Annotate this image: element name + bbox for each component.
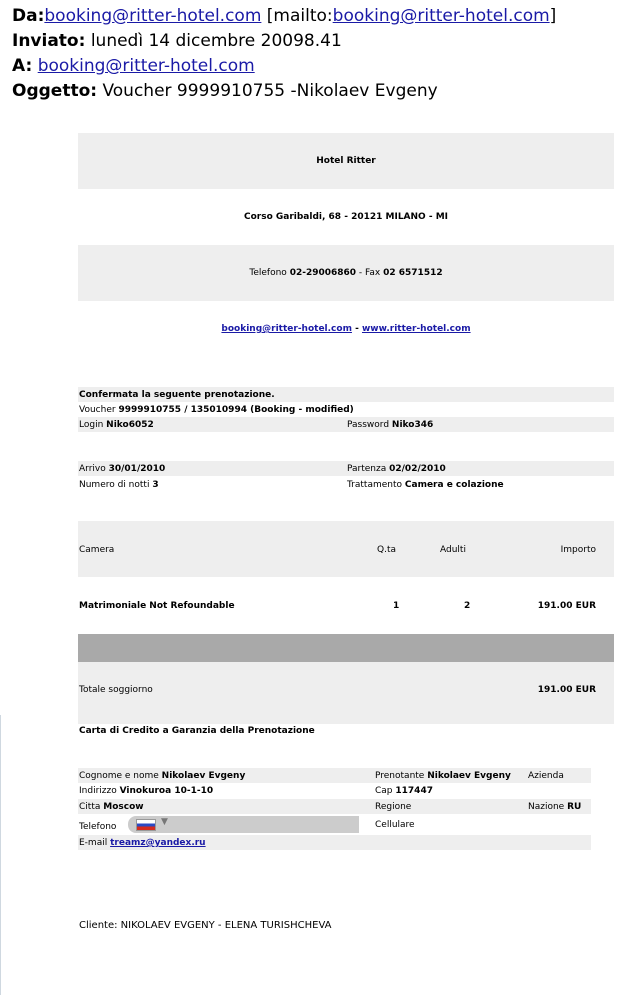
hotel-email-link[interactable]: booking@ritter-hotel.com [221,324,352,334]
region-label: Regione [375,802,412,812]
sent-line [12,30,342,52]
sent-label: Inviato: [12,31,86,51]
city-band [78,799,591,814]
customer-name-label: Cognome e nome [79,771,159,781]
hotel-fax: 02 6571512 [383,268,443,278]
password-value: Niko346 [391,420,434,430]
nation-label: Nazione [528,802,565,812]
arrival-line [79,464,165,474]
hotel-links [78,324,614,334]
room-name: Matrimoniale Not Refoundable [79,601,235,611]
link-separator: - [355,324,359,334]
login-value: Niko6052 [106,420,154,430]
col-room-header: Camera [79,545,115,555]
to-line [12,55,255,77]
from-email-link[interactable]: booking@ritter-hotel.com [44,6,262,26]
col-qty-header: Q.ta [377,545,396,555]
confirm-text: Confermata la seguente prenotazione. [79,390,275,400]
treatment-value: Camera e colazione [404,480,504,490]
subject-line [12,80,438,102]
client-line: Cliente: NIKOLAEV EVGENY - ELENA TURISHCHEVA [79,920,332,931]
left-border [0,715,1,995]
arrival-label: Arrivo [79,464,106,474]
zip-value: 117447 [395,786,433,796]
booker-line [375,771,511,781]
hotel-name: Hotel Ritter [316,156,376,166]
nights-value: 3 [152,480,159,490]
phone-label: Telefono [249,268,287,278]
mailto-email-link[interactable]: booking@ritter-hotel.com [332,6,550,26]
subject-value: Voucher 9999910755 -Nikolaev Evgeny [102,81,438,101]
subject-label: Oggetto: [12,81,98,101]
city-value: Moscow [103,802,144,812]
mobile-label: Cellulare [375,820,415,830]
arrival-value: 30/01/2010 [108,464,166,474]
nation-value: RU [567,802,582,812]
login-label: Login [79,420,104,430]
room-amount: 191.00 EUR [537,601,596,611]
col-amount-header: Importo [560,545,596,555]
total-value: 191.00 EUR [537,685,596,695]
password-line [347,420,433,430]
login-band [78,417,614,432]
departure-value: 02/02/2010 [389,464,446,474]
room-qty: 1 [393,601,400,611]
login-line [79,420,154,430]
from-line [12,5,556,27]
russia-flag-icon [136,819,156,831]
hotel-phone: 02-29006860 [289,268,357,278]
voucher-value: 9999910755 / 135010994 (Booking - modified) [118,405,354,415]
customer-email-line [79,838,206,848]
booker-value: Nikolaev Evgeny [427,771,511,781]
to-label: A: [12,56,33,76]
rooms-header-band [78,521,614,577]
total-label: Totale soggiorno [79,685,153,695]
zip-line [375,786,433,796]
customer-email-label: E-mail [79,838,108,848]
fax-label: - Fax [358,268,381,278]
city-line [79,802,144,812]
customer-email-link[interactable]: treamz@yandex.ru [110,838,206,848]
hotel-address: Corso Garibaldi, 68 - 20121 MILANO - MI [243,212,449,222]
treatment-label: Trattamento [347,480,403,490]
departure-label: Partenza [347,464,387,474]
phone-label-customer: Telefono [79,822,117,832]
city-label: Citta [79,802,101,812]
phone-input[interactable] [128,816,359,833]
company-label: Azienda [528,771,564,781]
room-adults: 2 [464,601,471,611]
guarantee-title: Carta di Credito a Garanzia della Prenotazione [79,726,315,736]
customer-name-line [79,771,245,781]
departure-line [347,464,446,474]
nights-label: Numero di notti [79,480,150,490]
address-value: Vinokuroa 10-1-10 [119,786,214,796]
voucher-line [79,405,354,415]
voucher-label: Voucher [79,405,116,415]
to-email-link[interactable]: booking@ritter-hotel.com [37,56,255,76]
address-line [79,786,213,796]
zip-label: Cap [375,786,393,796]
rooms-divider [78,634,614,662]
chevron-down-icon[interactable]: ▼ [161,817,168,827]
total-band [78,662,614,724]
hotel-contacts [78,268,614,278]
nation-line [528,802,581,812]
customer-name-value: Nikolaev Evgeny [161,771,246,781]
password-label: Password [347,420,390,430]
booker-label: Prenotante [375,771,425,781]
mailto-suffix: ] [549,6,557,26]
from-label: Da: [12,6,45,26]
nights-line [79,480,159,490]
treatment-line [347,480,504,490]
sent-value: lunedì 14 dicembre 20098.41 [90,31,342,51]
col-adults-header: Adulti [440,545,466,555]
hotel-website-link[interactable]: www.ritter-hotel.com [361,324,471,334]
address-label: Indirizzo [79,786,117,796]
mailto-prefix: [mailto: [266,6,333,26]
